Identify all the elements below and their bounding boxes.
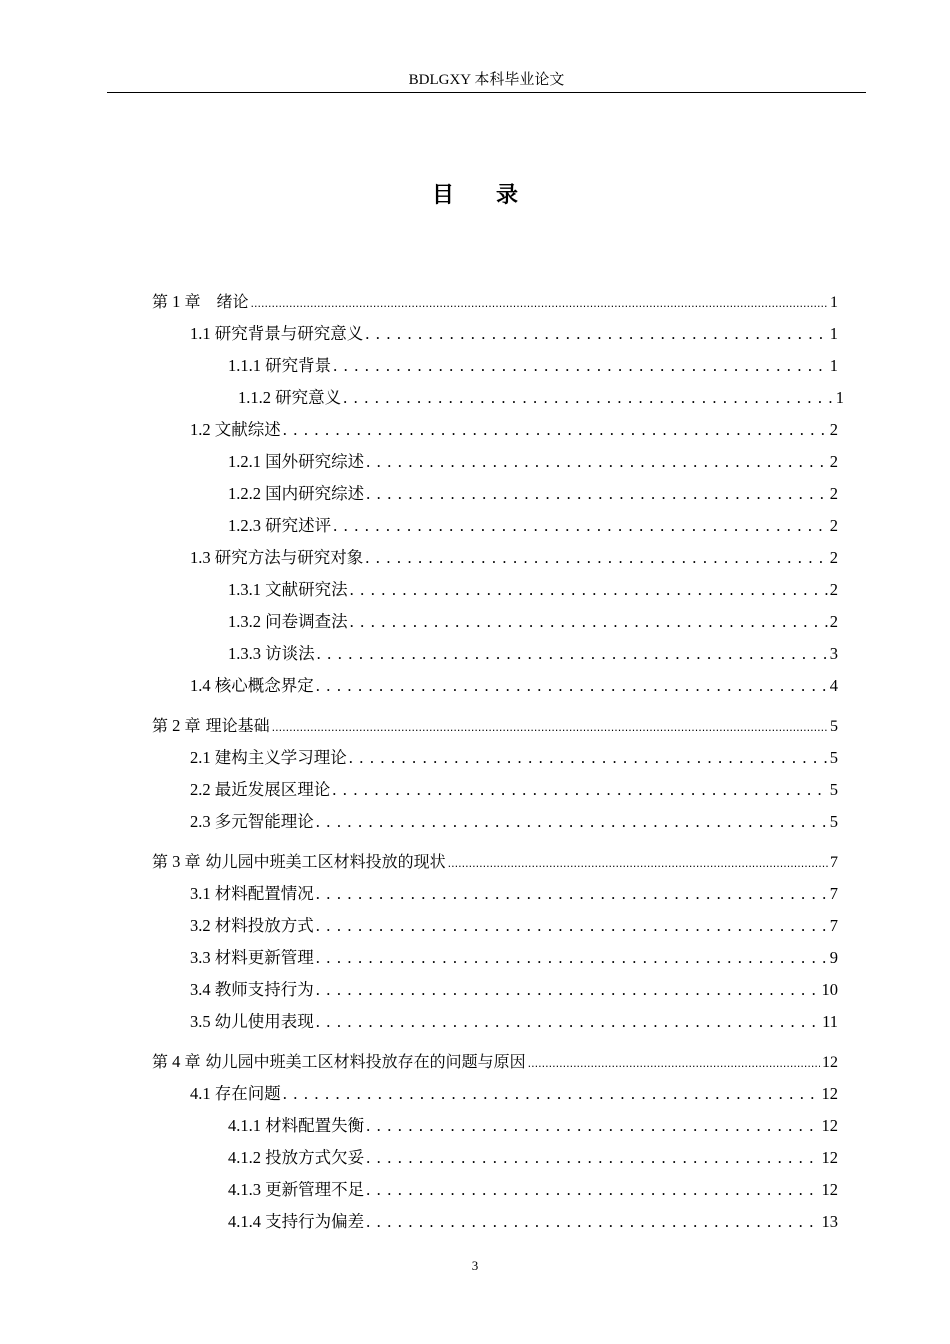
chapter-title: 章 幼儿园中班美工区材料投放存在的问题与原因 (184, 1052, 526, 1071)
dot-leader (316, 1010, 820, 1034)
toc-page-number: 2 (829, 580, 838, 599)
toc-page-number: 12 (822, 1054, 838, 1071)
toc-section-entry[interactable] (228, 1210, 838, 1234)
toc-entry-label: 1.4 核心概念界定 (190, 676, 314, 695)
chapter-title: 章 绪论 (184, 292, 249, 311)
toc-page-number: 11 (822, 1012, 838, 1031)
page-footer (0, 1258, 950, 1274)
toc-page-number: 2 (829, 452, 838, 471)
dot-leader (316, 810, 828, 834)
toc-page-number: 1 (829, 356, 838, 375)
toc-entry-label: 1.2.3 研究述评 (228, 516, 332, 535)
toc-section-entry[interactable] (228, 610, 838, 634)
toc-entry-label (152, 714, 270, 738)
toc-section-entry[interactable] (228, 642, 838, 666)
dot-leader (350, 610, 828, 634)
toc-entry-label: 4.1.4 支持行为偏差 (228, 1212, 365, 1231)
dot-leader (316, 946, 828, 970)
toc-page-number: 2 (829, 612, 838, 631)
toc-section-entry[interactable] (190, 322, 838, 346)
toc-section-entry[interactable] (190, 674, 838, 698)
toc-section-entry[interactable] (190, 546, 838, 570)
toc-entry-label: 1.3.2 问卷调查法 (228, 612, 348, 631)
toc-entry-label (152, 850, 446, 874)
toc-entry-label: 1.1.2 研究意义 (238, 388, 342, 407)
toc-chapter-entry[interactable] (152, 290, 838, 314)
toc-entry-label: 2.1 建构主义学习理论 (190, 748, 347, 767)
dot-leader (316, 882, 828, 906)
chapter-title: 章 理论基础 (184, 716, 270, 735)
toc-page-number: 2 (829, 516, 838, 535)
toc-entry-label: 3.5 幼儿使用表现 (190, 1012, 314, 1031)
toc-page-number: 3 (829, 644, 838, 663)
toc-section-entry[interactable] (190, 946, 838, 970)
toc-entry-label: 1.2 文献综述 (190, 420, 281, 439)
toc-entry-label: 2.2 最近发展区理论 (190, 780, 331, 799)
dot-leader (366, 1210, 819, 1234)
dot-leader (366, 1146, 819, 1170)
toc-section-entry[interactable] (228, 514, 838, 538)
dot-leader (365, 322, 828, 346)
toc-section-entry[interactable] (190, 882, 838, 906)
toc-page-number: 12 (821, 1180, 838, 1199)
toc-page-number: 4 (829, 676, 838, 695)
toc-page-number: 10 (821, 980, 838, 999)
toc-chapter-entry[interactable] (152, 850, 838, 874)
toc-chapter-entry[interactable] (152, 1050, 838, 1074)
toc-entry-label: 3.1 材料配置情况 (190, 884, 314, 903)
dot-leader (317, 642, 828, 666)
toc-entry-label: 1.2.1 国外研究综述 (228, 452, 365, 471)
dot-leader (251, 290, 828, 316)
dot-leader (448, 850, 828, 876)
toc-section-entry[interactable] (228, 354, 838, 378)
dot-leader (272, 714, 828, 740)
toc-page-number: 9 (829, 948, 838, 967)
chapter-prefix: 第 (152, 1052, 169, 1071)
toc-entry-label: 1.1 研究背景与研究意义 (190, 324, 364, 343)
toc-entry-label: 3.2 材料投放方式 (190, 916, 314, 935)
dot-leader (316, 674, 828, 698)
toc-section-entry[interactable] (228, 482, 838, 506)
toc-entry-label: 4.1.2 投放方式欠妥 (228, 1148, 365, 1167)
dot-leader (316, 978, 820, 1002)
toc-page-number: 12 (821, 1148, 838, 1167)
chapter-number: 3 (168, 852, 185, 871)
chapter-prefix: 第 (152, 716, 169, 735)
toc-entry-label: 3.3 材料更新管理 (190, 948, 314, 967)
toc-page-number: 5 (829, 812, 838, 831)
toc-entry-label (152, 290, 249, 314)
toc-section-entry[interactable] (190, 978, 838, 1002)
toc-section-entry[interactable] (228, 578, 838, 602)
toc-page-number: 2 (829, 420, 838, 439)
dot-leader (316, 914, 828, 938)
dot-leader (333, 354, 828, 378)
toc-page-number: 2 (829, 484, 838, 503)
toc-page-number: 1 (830, 294, 838, 311)
dot-leader (350, 578, 828, 602)
dot-leader (365, 546, 828, 570)
toc-entry-label: 4.1.1 材料配置失衡 (228, 1116, 365, 1135)
toc-section-entry[interactable] (190, 810, 838, 834)
toc-entry-label: 4.1 存在问题 (190, 1084, 281, 1103)
dot-leader (528, 1050, 820, 1076)
chapter-prefix: 第 (152, 852, 169, 871)
toc-page-number: 5 (829, 748, 838, 767)
toc-section-entry[interactable] (190, 914, 838, 938)
chapter-number: 2 (168, 716, 185, 735)
chapter-prefix: 第 (152, 292, 169, 311)
toc-section-entry[interactable] (190, 418, 838, 442)
chapter-title: 章 幼儿园中班美工区材料投放的现状 (184, 852, 446, 871)
toc-entry-label: 4.1.3 更新管理不足 (228, 1180, 365, 1199)
toc-section-entry[interactable] (228, 1178, 838, 1202)
page-number: 3 (471, 1258, 479, 1273)
toc-section-entry[interactable] (190, 746, 838, 770)
dot-leader (366, 1114, 819, 1138)
dot-leader (349, 746, 828, 770)
chapter-number: 4 (168, 1052, 185, 1071)
toc-page-number: 7 (829, 916, 838, 935)
dot-leader (366, 482, 828, 506)
toc-entry-label (152, 1050, 526, 1074)
toc-section-entry[interactable] (190, 1010, 838, 1034)
toc-page-number: 2 (829, 548, 838, 567)
chapter-number: 1 (168, 292, 185, 311)
toc-entry-label: 1.3.3 访谈法 (228, 644, 315, 663)
toc-page-number: 13 (821, 1212, 838, 1231)
toc-section-entry[interactable] (228, 1114, 838, 1138)
toc-page-number: 1 (829, 324, 838, 343)
toc-entry-label: 1.2.2 国内研究综述 (228, 484, 365, 503)
toc-page-number: 5 (830, 718, 838, 735)
toc-section-entry[interactable] (228, 1146, 838, 1170)
dot-leader (283, 418, 828, 442)
dot-leader (283, 1082, 820, 1106)
header-text: BDLGXY 本科毕业论文 (408, 72, 565, 88)
toc-section-entry[interactable] (238, 386, 844, 410)
toc-entry-label: 3.4 教师支持行为 (190, 980, 314, 999)
dot-leader (366, 450, 828, 474)
toc-section-entry[interactable] (190, 778, 838, 802)
toc-title: 目录 (431, 183, 560, 208)
toc-section-entry[interactable] (190, 1082, 838, 1106)
toc-entry-label: 1.3.1 文献研究法 (228, 580, 348, 599)
dot-leader (333, 514, 828, 538)
toc-entry-label: 1.1.1 研究背景 (228, 356, 332, 375)
toc-chapter-entry[interactable] (152, 714, 838, 738)
toc-section-entry[interactable] (228, 450, 838, 474)
toc-page-number: 5 (829, 780, 838, 799)
dot-leader (332, 778, 828, 802)
toc-entry-label: 1.3 研究方法与研究对象 (190, 548, 364, 567)
dot-leader (366, 1178, 819, 1202)
toc-page-number: 7 (829, 884, 838, 903)
toc-page-number: 12 (821, 1116, 838, 1135)
toc-page-number: 7 (830, 854, 838, 871)
dot-leader (343, 386, 834, 410)
toc-page-number: 12 (821, 1084, 838, 1103)
toc-page-number: 1 (835, 388, 844, 407)
toc-entry-label: 2.3 多元智能理论 (190, 812, 314, 831)
